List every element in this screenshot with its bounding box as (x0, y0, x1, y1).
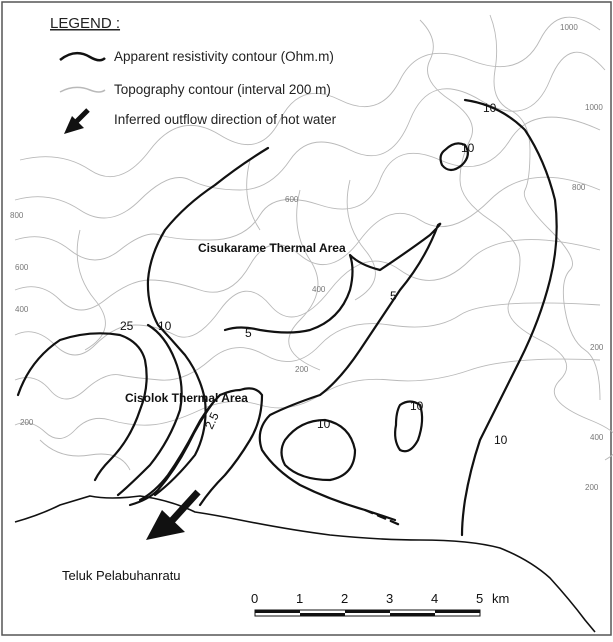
contour-label-5-b: 5 (390, 289, 397, 303)
topo-label-1000b: 1000 (560, 23, 578, 32)
contour-label-10-e: 10 (410, 399, 424, 413)
topo-label-400a: 400 (15, 305, 29, 314)
topo-label-800b: 800 (572, 183, 586, 192)
legend-item-topography: Topography contour (interval 200 m) (114, 82, 331, 97)
legend-item-resistivity: Apparent resistivity contour (Ohm.m) (114, 49, 334, 64)
contour-label-10-a: 10 (483, 101, 497, 115)
topo-label-200c: 200 (585, 483, 599, 492)
scale-tick-5: 5 (476, 591, 484, 606)
contour-label-25: 25 (120, 319, 134, 333)
scale-tick-1: 1 (296, 591, 304, 606)
topo-label-1000a: 1000 (585, 103, 603, 112)
contour-label-2-5: 2.5 (202, 410, 222, 432)
topo-label-600a: 600 (15, 263, 29, 272)
scale-tick-2: 2 (341, 591, 349, 606)
topo-label-200a: 200 (20, 418, 34, 427)
cisolok-label: Cisolok Thermal Area (125, 391, 248, 405)
scale-tick-0: 0 (251, 591, 259, 606)
scale-tick-3: 3 (386, 591, 394, 606)
bay-label: Teluk Pelabuhanratu (62, 568, 181, 583)
contour-label-10-b: 10 (461, 141, 475, 155)
topo-label-400b: 400 (312, 285, 326, 294)
topo-label-800a: 800 (10, 211, 24, 220)
topo-label-400c: 400 (590, 433, 604, 442)
topo-label-600b: 600 (285, 195, 299, 204)
scale-tick-4: 4 (431, 591, 439, 606)
legend-item-outflow: Inferred outflow direction of hot water (114, 112, 337, 127)
topo-label-200b: 200 (295, 365, 309, 374)
legend-title: LEGEND : (50, 15, 121, 32)
contour-label-10-c: 10 (494, 433, 508, 447)
topo-label-200d: 200 (590, 343, 604, 352)
cisukarame-label: Cisukarame Thermal Area (198, 241, 346, 255)
contour-label-10-d: 10 (317, 417, 331, 431)
contour-label-10-f: 10 (158, 319, 172, 333)
contour-label-5-a: 5 (245, 326, 252, 340)
scale-unit: km (492, 591, 510, 606)
